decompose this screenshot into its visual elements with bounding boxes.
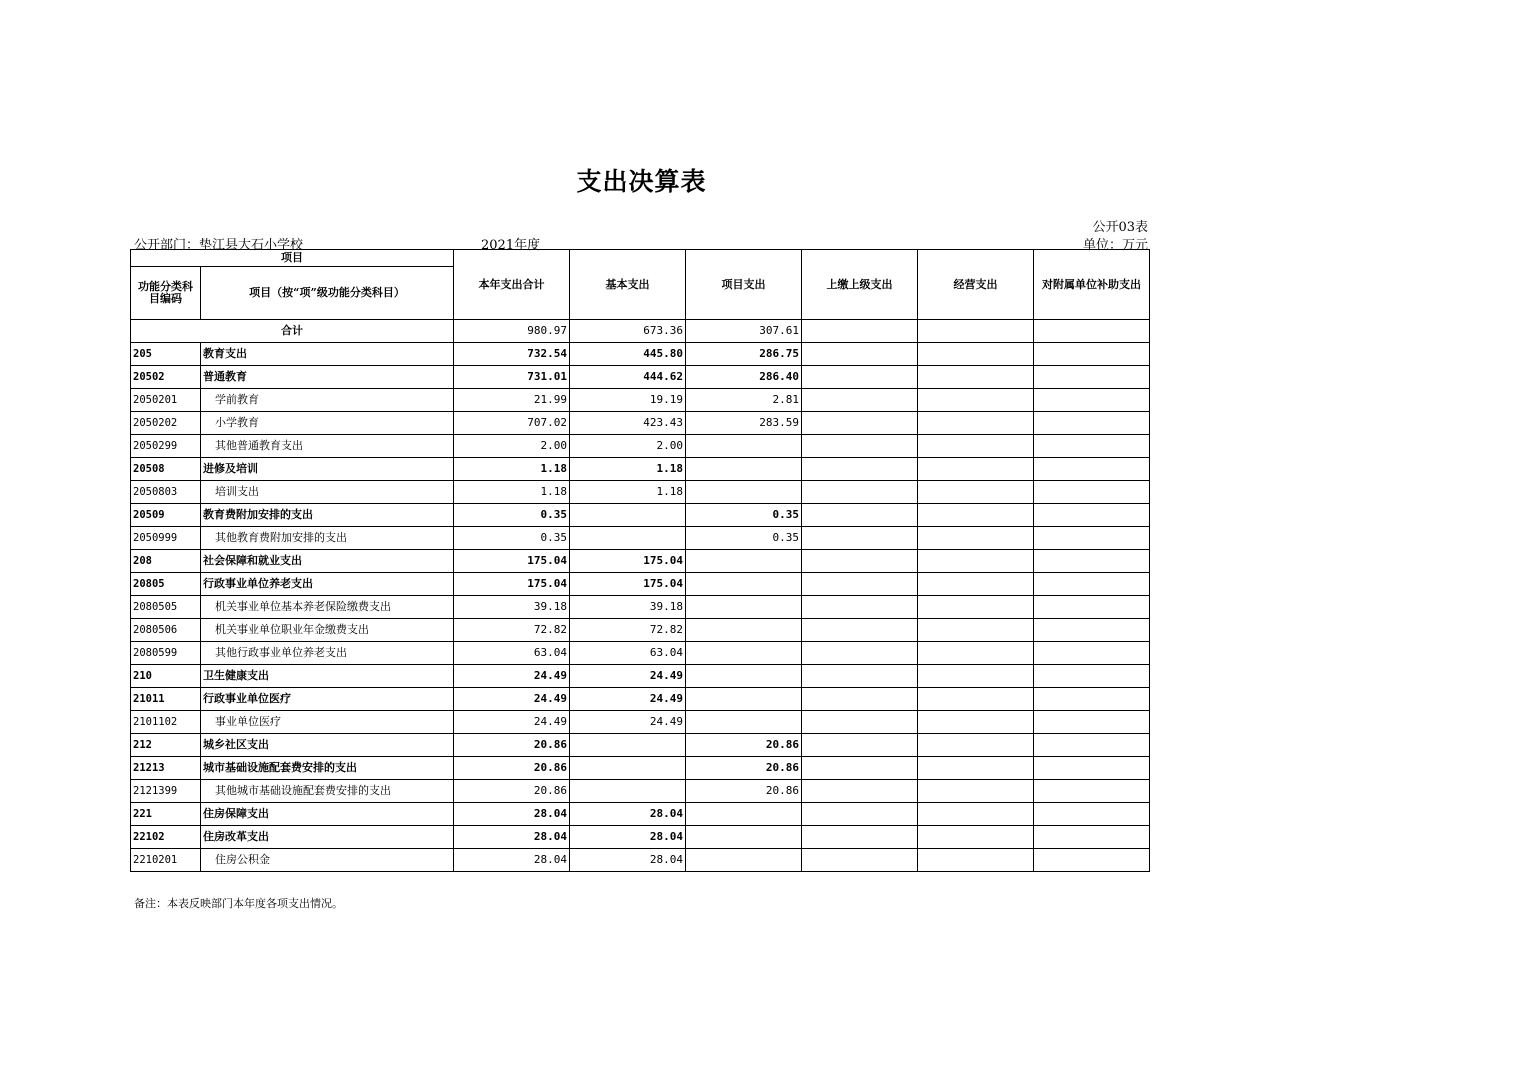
row-name	[201, 596, 454, 619]
row-superior	[802, 642, 918, 665]
row-basic: 1.18	[570, 458, 686, 481]
row-name: 城市基础设施配套费安排的支出	[201, 757, 454, 780]
row-basic: 72.82	[570, 619, 686, 642]
row-code: 210	[131, 665, 201, 688]
row-business	[918, 412, 1034, 435]
row-project: 286.40	[686, 366, 802, 389]
row-code: 20508	[131, 458, 201, 481]
table-row	[131, 435, 1150, 458]
row-superior	[802, 366, 918, 389]
row-name: 行政事业单位医疗	[201, 688, 454, 711]
header-superior: 上缴上级支出	[802, 250, 918, 320]
department-label: 公开部门：垫江县大石小学校	[134, 238, 304, 253]
row-code: 20805	[131, 573, 201, 596]
row-project	[686, 803, 802, 826]
row-superior	[802, 826, 918, 849]
row-project: 283.59	[686, 412, 802, 435]
row-name-text: 其他行政事业单位养老支出	[215, 646, 347, 659]
row-basic: 24.49	[570, 711, 686, 734]
row-code: 2050999	[131, 527, 201, 550]
row-subsidiary	[1034, 780, 1150, 803]
row-name	[201, 435, 454, 458]
header-item: 项目	[131, 250, 454, 267]
row-subsidiary	[1034, 458, 1150, 481]
row-basic: 175.04	[570, 550, 686, 573]
row-total: 732.54	[454, 343, 570, 366]
table-row	[131, 642, 1150, 665]
table-row	[131, 573, 1150, 596]
row-name-text: 其他城市基础设施配套费安排的支出	[215, 784, 391, 797]
row-total: 175.04	[454, 550, 570, 573]
table-row	[131, 711, 1150, 734]
row-business	[918, 803, 1034, 826]
row-subsidiary	[1034, 481, 1150, 504]
row-total: 1.18	[454, 481, 570, 504]
row-project	[686, 642, 802, 665]
table-row	[131, 458, 1150, 481]
row-project	[686, 573, 802, 596]
total-business	[918, 320, 1034, 343]
row-project: 2.81	[686, 389, 802, 412]
row-subsidiary	[1034, 366, 1150, 389]
row-basic: 24.49	[570, 665, 686, 688]
row-name-text: 其他教育费附加安排的支出	[215, 531, 347, 544]
row-code: 2080505	[131, 596, 201, 619]
row-code: 2050201	[131, 389, 201, 412]
row-project: 20.86	[686, 780, 802, 803]
row-basic: 175.04	[570, 573, 686, 596]
row-business	[918, 573, 1034, 596]
row-subsidiary	[1034, 734, 1150, 757]
row-superior	[802, 619, 918, 642]
row-code: 2121399	[131, 780, 201, 803]
row-business	[918, 458, 1034, 481]
row-business	[918, 596, 1034, 619]
row-business	[918, 435, 1034, 458]
table-row	[131, 803, 1150, 826]
row-project: 0.35	[686, 504, 802, 527]
row-subsidiary	[1034, 803, 1150, 826]
row-business	[918, 757, 1034, 780]
row-total: 20.86	[454, 780, 570, 803]
row-business	[918, 734, 1034, 757]
row-name	[201, 527, 454, 550]
row-subsidiary	[1034, 573, 1150, 596]
row-total: 0.35	[454, 504, 570, 527]
row-subsidiary	[1034, 389, 1150, 412]
row-basic: 2.00	[570, 435, 686, 458]
row-project	[686, 826, 802, 849]
row-name	[201, 849, 454, 872]
table-row	[131, 550, 1150, 573]
header-total: 本年支出合计	[454, 250, 570, 320]
row-name: 教育支出	[201, 343, 454, 366]
fiscal-year: 2021年度	[481, 238, 541, 253]
row-subsidiary	[1034, 665, 1150, 688]
row-business	[918, 550, 1034, 573]
row-subsidiary	[1034, 642, 1150, 665]
row-business	[918, 481, 1034, 504]
row-superior	[802, 481, 918, 504]
total-row	[131, 320, 1150, 343]
row-project	[686, 688, 802, 711]
row-total: 24.49	[454, 711, 570, 734]
row-basic: 63.04	[570, 642, 686, 665]
row-total: 20.86	[454, 734, 570, 757]
row-total: 707.02	[454, 412, 570, 435]
row-business	[918, 619, 1034, 642]
row-project	[686, 619, 802, 642]
row-project	[686, 711, 802, 734]
row-superior	[802, 389, 918, 412]
row-code: 2050803	[131, 481, 201, 504]
row-project	[686, 596, 802, 619]
page-title: 支出决算表	[576, 167, 707, 196]
row-total: 0.35	[454, 527, 570, 550]
row-name: 住房改革支出	[201, 826, 454, 849]
row-name-text: 学前教育	[215, 393, 259, 406]
row-basic	[570, 527, 686, 550]
row-subsidiary	[1034, 412, 1150, 435]
row-superior	[802, 343, 918, 366]
row-name: 进修及培训	[201, 458, 454, 481]
row-superior	[802, 527, 918, 550]
row-superior	[802, 504, 918, 527]
row-project: 20.86	[686, 734, 802, 757]
row-code: 208	[131, 550, 201, 573]
row-business	[918, 780, 1034, 803]
row-code: 221	[131, 803, 201, 826]
row-total: 24.49	[454, 665, 570, 688]
total-superior	[802, 320, 918, 343]
row-subsidiary	[1034, 527, 1150, 550]
header-business: 经营支出	[918, 250, 1034, 320]
table-row	[131, 734, 1150, 757]
header-name: 项目（按“项”级功能分类科目）	[201, 267, 454, 320]
row-code: 212	[131, 734, 201, 757]
row-name-text: 事业单位医疗	[215, 715, 281, 728]
row-superior	[802, 550, 918, 573]
row-name-text: 其他普通教育支出	[215, 439, 303, 452]
row-name: 教育费附加安排的支出	[201, 504, 454, 527]
row-basic: 24.49	[570, 688, 686, 711]
row-superior	[802, 458, 918, 481]
row-name-text: 住房公积金	[215, 853, 270, 866]
row-project: 286.75	[686, 343, 802, 366]
row-superior	[802, 803, 918, 826]
table-row	[131, 780, 1150, 803]
row-name: 卫生健康支出	[201, 665, 454, 688]
total-label: 合计	[131, 320, 454, 343]
table-row	[131, 757, 1150, 780]
row-superior	[802, 573, 918, 596]
row-subsidiary	[1034, 757, 1150, 780]
row-project	[686, 849, 802, 872]
row-superior	[802, 688, 918, 711]
row-subsidiary	[1034, 435, 1150, 458]
row-name	[201, 481, 454, 504]
total-project: 307.61	[686, 320, 802, 343]
row-name	[201, 412, 454, 435]
row-basic	[570, 757, 686, 780]
row-project	[686, 481, 802, 504]
row-name	[201, 642, 454, 665]
row-total: 28.04	[454, 849, 570, 872]
total-basic: 673.36	[570, 320, 686, 343]
row-basic: 19.19	[570, 389, 686, 412]
table-row	[131, 665, 1150, 688]
row-business	[918, 665, 1034, 688]
table-row	[131, 849, 1150, 872]
unit-label: 单位：万元	[1082, 238, 1148, 253]
row-subsidiary	[1034, 619, 1150, 642]
row-name	[201, 389, 454, 412]
expenditure-table	[130, 249, 1150, 872]
total-subsidiary	[1034, 320, 1150, 343]
row-basic: 1.18	[570, 481, 686, 504]
row-subsidiary	[1034, 711, 1150, 734]
table-row	[131, 619, 1150, 642]
row-total: 72.82	[454, 619, 570, 642]
table-row	[131, 481, 1150, 504]
row-name: 行政事业单位养老支出	[201, 573, 454, 596]
row-code: 21213	[131, 757, 201, 780]
row-total: 731.01	[454, 366, 570, 389]
row-subsidiary	[1034, 596, 1150, 619]
row-total: 1.18	[454, 458, 570, 481]
row-total: 28.04	[454, 826, 570, 849]
row-basic: 444.62	[570, 366, 686, 389]
row-name: 社会保障和就业支出	[201, 550, 454, 573]
row-total: 175.04	[454, 573, 570, 596]
header-code: 功能分类科目编码	[131, 267, 201, 320]
row-total: 2.00	[454, 435, 570, 458]
row-basic: 28.04	[570, 803, 686, 826]
row-code: 205	[131, 343, 201, 366]
table-row	[131, 366, 1150, 389]
row-name	[201, 711, 454, 734]
row-subsidiary	[1034, 688, 1150, 711]
row-basic: 39.18	[570, 596, 686, 619]
row-code: 2080599	[131, 642, 201, 665]
row-subsidiary	[1034, 504, 1150, 527]
row-name: 城乡社区支出	[201, 734, 454, 757]
row-total: 63.04	[454, 642, 570, 665]
row-total: 39.18	[454, 596, 570, 619]
row-basic: 28.04	[570, 849, 686, 872]
table-row	[131, 826, 1150, 849]
row-business	[918, 504, 1034, 527]
header-subsidiary: 对附属单位补助支出	[1034, 250, 1150, 320]
row-code: 22102	[131, 826, 201, 849]
row-business	[918, 366, 1034, 389]
row-code: 20509	[131, 504, 201, 527]
row-superior	[802, 412, 918, 435]
row-name	[201, 780, 454, 803]
table-row	[131, 527, 1150, 550]
row-basic: 28.04	[570, 826, 686, 849]
table-row	[131, 389, 1150, 412]
row-basic	[570, 780, 686, 803]
row-business	[918, 711, 1034, 734]
form-number: 公开03表	[1092, 220, 1148, 235]
row-basic	[570, 504, 686, 527]
header-basic: 基本支出	[570, 250, 686, 320]
row-total: 24.49	[454, 688, 570, 711]
row-business	[918, 527, 1034, 550]
table-row	[131, 412, 1150, 435]
table-row	[131, 343, 1150, 366]
row-superior	[802, 849, 918, 872]
total-amount: 980.97	[454, 320, 570, 343]
row-superior	[802, 711, 918, 734]
row-total: 20.86	[454, 757, 570, 780]
row-basic: 445.80	[570, 343, 686, 366]
row-superior	[802, 757, 918, 780]
row-name-text: 小学教育	[215, 416, 259, 429]
row-total: 28.04	[454, 803, 570, 826]
row-subsidiary	[1034, 343, 1150, 366]
row-code: 20502	[131, 366, 201, 389]
row-code: 2050202	[131, 412, 201, 435]
row-name-text: 机关事业单位职业年金缴费支出	[215, 623, 369, 636]
row-basic: 423.43	[570, 412, 686, 435]
row-business	[918, 642, 1034, 665]
row-project	[686, 550, 802, 573]
row-basic	[570, 734, 686, 757]
table-row	[131, 596, 1150, 619]
row-name: 住房保障支出	[201, 803, 454, 826]
row-superior	[802, 780, 918, 803]
row-total: 21.99	[454, 389, 570, 412]
row-code: 21011	[131, 688, 201, 711]
row-project: 0.35	[686, 527, 802, 550]
row-project: 20.86	[686, 757, 802, 780]
row-name: 普通教育	[201, 366, 454, 389]
table-row	[131, 688, 1150, 711]
row-superior	[802, 435, 918, 458]
row-business	[918, 688, 1034, 711]
row-business	[918, 826, 1034, 849]
row-name	[201, 619, 454, 642]
footnote: 备注：本表反映部门本年度各项支出情况。	[134, 897, 343, 910]
table-row	[131, 504, 1150, 527]
row-code: 2050299	[131, 435, 201, 458]
row-project	[686, 458, 802, 481]
row-subsidiary	[1034, 550, 1150, 573]
row-project	[686, 435, 802, 458]
row-code: 2101102	[131, 711, 201, 734]
row-business	[918, 343, 1034, 366]
row-name-text: 机关事业单位基本养老保险缴费支出	[215, 600, 391, 613]
row-code: 2080506	[131, 619, 201, 642]
row-name-text: 培训支出	[215, 485, 259, 498]
row-subsidiary	[1034, 826, 1150, 849]
row-superior	[802, 596, 918, 619]
row-superior	[802, 734, 918, 757]
row-project	[686, 665, 802, 688]
row-code: 2210201	[131, 849, 201, 872]
row-business	[918, 389, 1034, 412]
row-superior	[802, 665, 918, 688]
row-subsidiary	[1034, 849, 1150, 872]
header-project: 项目支出	[686, 250, 802, 320]
row-business	[918, 849, 1034, 872]
